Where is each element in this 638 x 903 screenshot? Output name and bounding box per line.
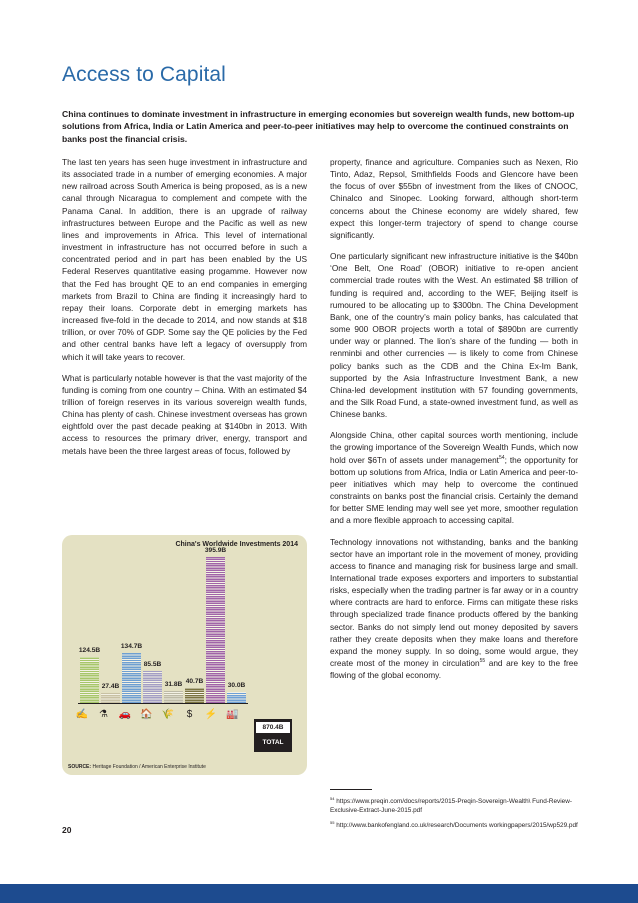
left-paragraph-1: The last ten years has seen huge investment in infrastructure and its associated trade in a number of emerging economies. A major new railroad across South America is being proposed, as is a new canal through Nicaragua to complement and compete with the Panama Canal. In addition, there is an upgrade of railway infrastructures between Europe and the Pacific as well as new lines and improvements in Africa. This level of international investment in infrastructure has not occurred before in such a concentrated period and in part has been enabled by the US Federal Reserves quantitative easing progamme. However now that the Fed has brought QE to an end companies in emerging markets from Brazil to China are finding it increasingly hard to repay their loans. Corporate debt in emerging markets has increased five-fold in the decade to 2014, and now stands at $18 trillion, or over 70% of GDP. Some say the QE policies by the Fed and other central banks have left a legacy of oversupply from which it will take years to recover. (62, 157, 307, 362)
chart-bar-label: 395.9B (204, 547, 227, 554)
chart-bar-label: 31.8B (164, 681, 183, 688)
chart-bar (206, 557, 225, 703)
footnote-link[interactable]: https://www.preqin.com/docs/reports/2015-Preqin-Sovereign-Wealth\ Fund-Review-Exclusive-Extract-June-2015.pdf (330, 798, 572, 814)
chart-bar (185, 688, 204, 703)
chart-bar-label: 85.5B (143, 661, 162, 668)
industry-icon: 🏭 (226, 709, 239, 720)
chart-bar (227, 692, 246, 703)
chart-source (68, 764, 206, 770)
chart-bar (143, 671, 162, 703)
chart-bar-label: 124.5B (78, 647, 101, 654)
chart-bars (62, 535, 307, 703)
total-label: TOTAL (262, 739, 284, 746)
footer-bar (0, 884, 638, 903)
footnote-link[interactable]: http://www.bankofengland.co.uk/research/Documents workingpapers/2015/wp529.pdf (336, 822, 578, 829)
chart-baseline (78, 703, 248, 704)
page-title: Access to Capital (62, 63, 226, 86)
finance-icon: $ (186, 709, 193, 720)
chart-bar (122, 653, 141, 703)
footnote-54 (330, 797, 580, 815)
chemicals-icon: ⚗ (99, 709, 108, 720)
page-number: 20 (62, 825, 72, 835)
footnote-number: 55 (330, 819, 335, 825)
intro-paragraph: China continues to dominate investment in infrastructure in emerging economies but sovereign wealth funds, new bottom-up solutions from Africa, India or Latin America and peer-to-peer initiatives may help to overcome the continued constraints on banks post the financial crisis. (62, 109, 575, 144)
right-paragraph-1: property, finance and agriculture. Companies such as Nexen, Rio Tinto, Adaz, Repsol, Smithfields Foods and Glencore have been the focus of over $55bn of investment from the likes of CNOOC, Chinalco and Sinopec. Looking forward, although short-term concerns about the Chinese economy are widely shared, few expect this longer-term trajectory of spend to change course significantly. (330, 157, 578, 240)
energy-icon: ⚡ (204, 709, 218, 720)
chart-bar (164, 691, 183, 703)
paragraph-text: Alongside China, other capital sources worth mentioning, include the growing importance of the Sovereign Wealth Funds, which now hold over $6Tn of assets under management (330, 430, 578, 465)
right-column (330, 156, 578, 690)
right-paragraph-3 (330, 429, 578, 526)
chart-bar-label: 40.7B (185, 678, 204, 685)
source-label: SOURCE: (68, 764, 92, 770)
property-icon: 🏠 (140, 709, 153, 720)
source-text: Heritage Foundation / American Enterprise Institute (91, 764, 206, 770)
agriculture-icon: ✍ (75, 709, 89, 720)
total-box (254, 719, 292, 752)
total-value: 870.4B (256, 722, 290, 733)
right-paragraph-2: One particularly significant new infrastructure initiative is the $40bn ‘One Belt, One Road’ (OBOR) initiative to re-open ancient commercial trade routes with the West. An estimated $8 trillion of funding is required and, according to the WEF, Beijing itself is rumoured to be allocating up to $300bn. The China Development Bank, one of the country’s main policy banks, has calculated that some 900 OBOR projects worth a total of $890bn are currently under way or planned. The lion’s share of the funding — both in renminbi and other currencies — is likely to come from Chinese policy banks such as the CDB and the China Ex-Im Bank, supported by the Asia Infrastructure Investment Bank, a new China-led development institution with 57 founding governments, and the Silk Road Fund, a state-owned investment fund, as well as Chinese banks. (330, 251, 578, 420)
chart-icon-row (76, 707, 250, 723)
chart-title: China's Worldwide Investments 2014 (175, 541, 298, 548)
chart-bar-label: 134.7B (120, 643, 143, 650)
footnote-55 (330, 821, 580, 830)
chart-bar (101, 693, 120, 703)
footnote-ref-55[interactable]: 55 (479, 658, 486, 665)
paragraph-text: and are key to the free flowing of the global economy. (330, 658, 578, 681)
transport-icon: 🚗 (118, 709, 132, 720)
paragraph-text: ; the opportunity for bottom up solutions from Africa, India or Latin America and peer-to-peer initiatives which may help to overcome the continued constraints on banks post the financial crisis. Certainly the demand for better SME lending may well see yet more, smoother regulation and a more flexible approach to accessing capital. (330, 454, 578, 526)
chart-bar-label: 30.0B (227, 682, 246, 689)
paragraph-text: Technology innovations not withstanding, banks and the banking sector have an important role in the movement of money, providing access to finance and managing risk for business large and small. International trade exposes exporters and importers to substantial risks, especially when the trading partner is far away or in a country where contracts are hard to enforce. Firms can mitigate these risks through specialized trade finance products offered by the banking sector. Banks do not simply lend out money deposited by savers rather they create deposits when they make loans and therefore expand the money supply. In so doing, some would argue, they create most of the money in circulation (330, 536, 578, 669)
footnote-divider (330, 789, 372, 790)
left-column (62, 156, 307, 466)
chart-bar (80, 657, 99, 703)
investment-chart (62, 535, 307, 775)
chart-bar-label: 27.4B (101, 683, 120, 690)
farming-icon: 🌾 (161, 709, 175, 720)
footnote-number: 54 (330, 795, 335, 801)
footnote-ref-54[interactable]: 54 (499, 454, 505, 461)
left-paragraph-2: What is particularly notable however is that the vast majority of the funding is coming from one country – China. With an estimated $4 trillion of foreign reserves in its various sovereign wealth funds, China has plenty of cash. Chinese investment overseas has grown eightfold over the past decade peaking at $140bn in 2013. With access to resources the primary driver, energy, transport and metals have been the three largest areas of focus, followed by (62, 372, 307, 456)
right-paragraph-4 (330, 536, 578, 682)
